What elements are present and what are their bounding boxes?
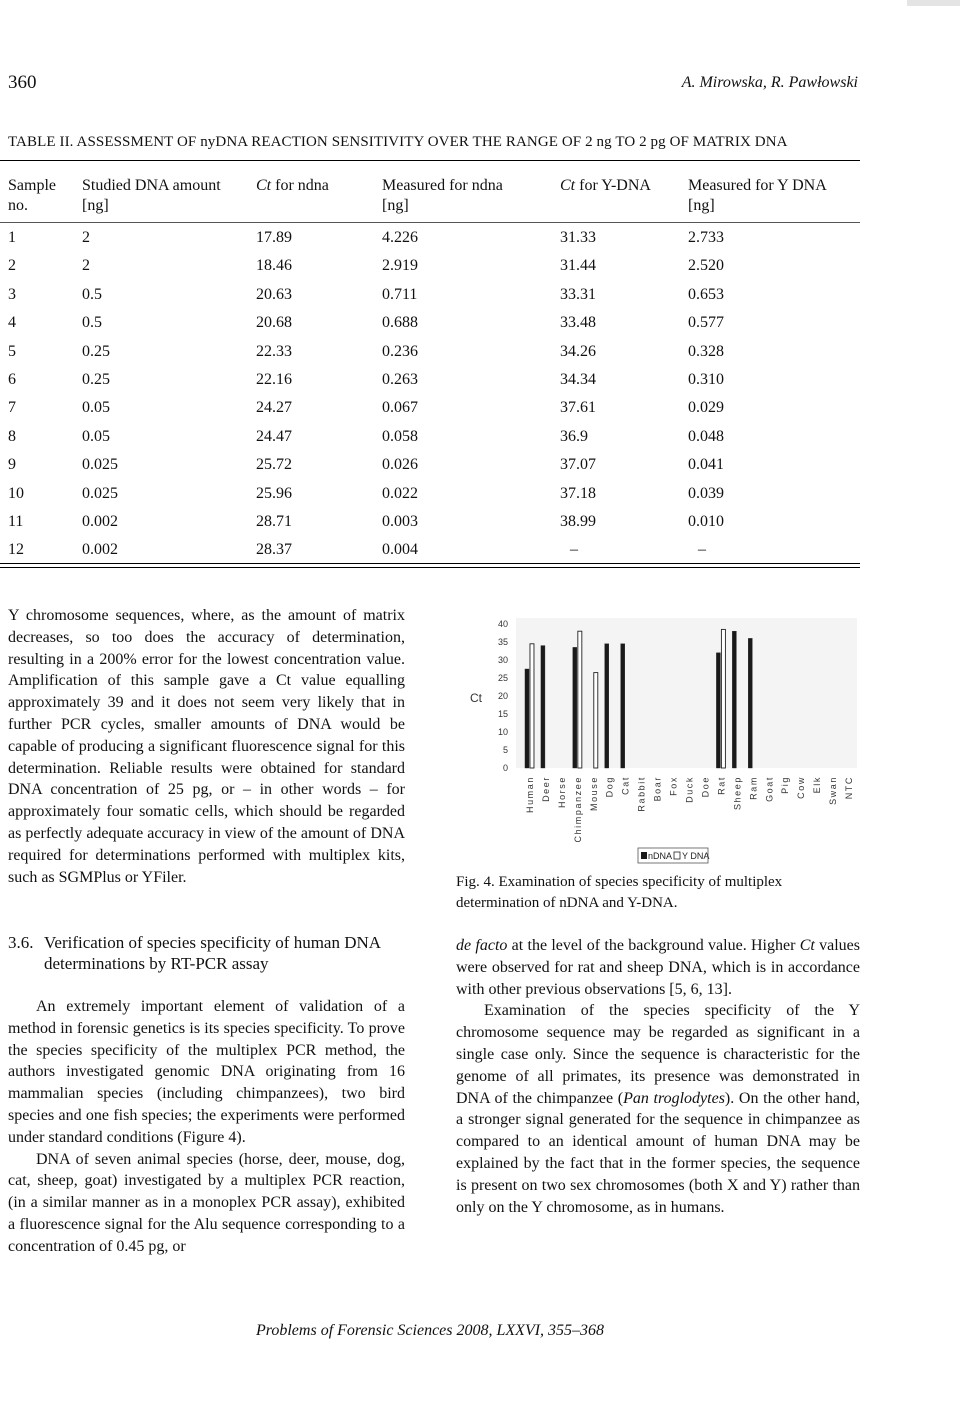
table-cell: 0.25 xyxy=(82,342,110,360)
y-tick-label: 35 xyxy=(497,637,508,647)
section-title: Verification of species specificity of human DNA determinations by RT-PCR assay xyxy=(44,933,381,973)
table-cell: 9 xyxy=(8,456,16,474)
table-cell: 7 xyxy=(8,399,16,417)
table-header-cell xyxy=(688,176,827,216)
x-tick-label: Boar xyxy=(652,776,663,802)
italic-phrase: Ct xyxy=(799,937,815,954)
y-tick-label: 40 xyxy=(497,619,508,629)
paragraph-text: Examination of the species specificity of the Y chromosome sequence may be regarded as significant in a single case only. Since the sequence is characteristic for the genome of all primates, its presence was demonstrated in DNA of the chimpanzee ( xyxy=(456,1002,860,1107)
table-cell: 18.46 xyxy=(256,257,292,275)
paragraph-text: values were observed for rat and sheep DNA, which is in accordance with other previous observations [5, 6, 13]. xyxy=(456,937,861,998)
y-tick-label: 5 xyxy=(502,745,508,755)
figure-caption: Fig. 4. Examination of species specificity of multiplex determination of nDNA and Y-DNA. xyxy=(456,874,783,911)
table-bottom-rule-2 xyxy=(0,567,860,568)
legend-label-ndna: nDNA xyxy=(648,851,673,861)
x-tick-label: Goat xyxy=(764,776,775,802)
x-tick-label: Dog xyxy=(604,776,615,798)
table-cell: 20.68 xyxy=(256,314,292,332)
paragraph-text: at the level of the background value. Higher xyxy=(507,937,800,954)
table-cell: 0.711 xyxy=(382,285,418,303)
table-header-line: Sample xyxy=(8,177,56,194)
table-cell: 24.27 xyxy=(256,399,292,417)
table-header-line: no. xyxy=(8,197,28,214)
table-cell: 28.37 xyxy=(256,541,292,559)
table-cell: 0.25 xyxy=(82,371,110,388)
right-paragraph-1 xyxy=(456,935,860,1000)
x-tick-label: NTC xyxy=(844,776,855,800)
bar-y-dna xyxy=(530,644,534,768)
table-header-rule xyxy=(0,222,860,223)
table-cell: 25.96 xyxy=(256,484,292,502)
table-header-line: [ng] xyxy=(82,197,109,214)
table-header-line: Measured for ndna xyxy=(382,177,503,194)
x-tick-label: Fox xyxy=(668,776,679,796)
table-cell: 0.328 xyxy=(688,342,724,360)
left-paragraph-1 xyxy=(8,605,405,888)
table-cell: 0.577 xyxy=(688,314,724,332)
legend-label-ydna: Y DNA xyxy=(682,851,710,861)
table-cell: 25.72 xyxy=(256,456,292,474)
y-tick-label: 20 xyxy=(497,691,508,701)
x-tick-label: Rabbit xyxy=(636,776,647,812)
table-cell: 31.33 xyxy=(560,229,596,246)
italic-phrase: Pan troglodytes xyxy=(623,1089,725,1107)
paragraph-text: DNA of seven animal species (horse, deer, mouse, dog, cat, sheep, goat) investigated by a multiplex PCR reaction, (in a similar manner as in a monoplex PCR assay), exhibited a fluorescence signal for the Alu sequence corresponding to a concentration of 0.45 pg, or xyxy=(8,1150,405,1255)
legend-swatch-ydna xyxy=(674,852,680,859)
paragraph-text: An extremely important element of validation of a method in forensic genetics is its species specificity. To prove the species specificity of the multiplex PCR method, the authors investigated genomic DNA originating from 16 mammalian species (including chimpanzees), two bird species and one fish species; the experiments were performed under standard conditions (Figure 4). xyxy=(8,998,405,1146)
table-cell: 37.61 xyxy=(560,399,596,417)
table-header-line: Studied DNA amount xyxy=(82,177,221,194)
table-cell: 36.9 xyxy=(560,427,588,445)
y-tick-label: 30 xyxy=(497,655,508,665)
bar-ndna xyxy=(732,631,736,768)
x-tick-label: Elk xyxy=(812,776,823,794)
bar-ndna xyxy=(605,644,609,768)
table-header-line: Ct for Y-DNA xyxy=(560,177,651,194)
table-cell: 2 xyxy=(82,229,90,246)
table-header-line: [ng] xyxy=(382,197,409,214)
x-tick-label: Cat xyxy=(620,776,631,795)
legend-swatch-ndna xyxy=(641,852,647,859)
table-cell: 24.47 xyxy=(256,427,292,445)
y-tick-label: 0 xyxy=(502,763,508,773)
table-cell: 0.263 xyxy=(382,371,418,388)
section-heading xyxy=(8,932,405,974)
species-specificity-chart xyxy=(452,610,862,870)
y-tick-label: 10 xyxy=(497,727,508,737)
table-header-cell xyxy=(8,176,56,216)
left-paragraph-2 xyxy=(8,996,405,1258)
table-cell: 0.05 xyxy=(82,399,110,417)
table-cell: 33.48 xyxy=(560,314,596,332)
table-cell: 0.5 xyxy=(82,285,102,303)
table-cell: 0.688 xyxy=(382,314,418,332)
table-cell: 10 xyxy=(8,484,24,502)
table-cell: 0.029 xyxy=(688,399,724,417)
table-cell: 0.05 xyxy=(82,427,110,445)
table-cell: 5 xyxy=(8,342,16,360)
table-title: TABLE II. ASSESSMENT OF nyDNA REACTION SENSITIVITY OVER THE RANGE OF 2 ng TO 2 pg OF MATRIX DNA xyxy=(8,134,788,150)
table-cell: 22.16 xyxy=(256,371,292,388)
table-cell: 20.63 xyxy=(256,285,292,303)
table-cell: 0.002 xyxy=(82,513,118,530)
table-cell: 37.07 xyxy=(560,456,596,474)
table-cell: – xyxy=(570,541,578,559)
table-cell: 2.919 xyxy=(382,257,418,275)
x-tick-label: Chimpanzee xyxy=(572,776,583,843)
right-paragraph-2 xyxy=(456,1000,860,1218)
x-tick-label: Cow xyxy=(796,776,807,799)
x-tick-label: Pig xyxy=(780,776,791,794)
x-tick-label: Duck xyxy=(684,776,695,803)
x-tick-label: Sheep xyxy=(732,776,743,811)
table-cell: 0.003 xyxy=(382,513,418,530)
y-axis-label: Ct xyxy=(470,691,482,705)
table-cell: 0.058 xyxy=(382,427,418,445)
table-header-line: Ct for ndna xyxy=(256,177,329,194)
bar-ndna xyxy=(525,669,529,768)
table-cell: 0.039 xyxy=(688,484,724,502)
x-tick-label: Horse xyxy=(556,776,567,809)
bar-ndna xyxy=(621,644,625,768)
table-top-rule xyxy=(0,160,860,161)
bar-ndna xyxy=(541,646,545,768)
x-tick-label: Rat xyxy=(716,776,727,795)
table-cell: 2.520 xyxy=(688,257,724,275)
table-cell: 0.236 xyxy=(382,342,418,360)
section-number: 3.6. xyxy=(8,933,34,952)
table-cell: 34.34 xyxy=(560,371,596,388)
table-cell: 37.18 xyxy=(560,484,596,502)
paragraph-text: Y chromosome sequences, where, as the amount of matrix decreases, so too does the accuracy of determination, resulting in a 200% error for the lowest concentration value. Amplification of this sample gave a Ct value equalling approximately 39 and it does not seem very likely that in further PCR cycles, smaller amounts of DNA would be capable of producing a significant fluorescence signal for this determination. Reliable results were obtained for standard DNA concentration of 25 pg, or – in other words – for approximately four somatic cells, which should be regarded as perfectly adequate accuracy in view of the amount of DNA required for determinations performed with multiplex kits, such as SGMPlus or YFiler. xyxy=(8,607,405,886)
plot-area xyxy=(516,618,857,768)
table-cell: 31.44 xyxy=(560,257,596,275)
running-head-authors: A. Mirowska, R. Pawłowski xyxy=(681,74,858,91)
table-cell: 0.022 xyxy=(382,484,418,502)
table-bottom-rule xyxy=(0,563,860,564)
table-cell: 33.31 xyxy=(560,285,596,303)
table-cell: 0.310 xyxy=(688,371,724,388)
bar-y-dna xyxy=(721,629,725,768)
bar-ndna xyxy=(748,638,752,768)
table-cell: 22.33 xyxy=(256,342,292,360)
table-header-cell xyxy=(560,176,651,196)
x-tick-label: Doe xyxy=(700,776,711,798)
table-cell: 17.89 xyxy=(256,229,292,246)
table-cell: 1 xyxy=(8,229,16,246)
x-tick-label: Deer xyxy=(540,776,551,802)
table-cell: 0.041 xyxy=(688,456,724,474)
table-header-line: [ng] xyxy=(688,197,715,214)
table-cell: 4.226 xyxy=(382,229,418,246)
y-tick-label: 15 xyxy=(497,709,508,719)
table-cell: 34.26 xyxy=(560,342,596,360)
paragraph-text: ). On the other hand, a stronger signal generated for the sequence in chimpanzee as compared to an identical amount of human DNA may be explained by the fact that in the former species, the sequence is present on two sex chromosomes (both X and Y) rather than only on the Y chromosome, as in humans. xyxy=(456,1089,861,1216)
table-header-cell xyxy=(82,176,221,216)
x-tick-label: Human xyxy=(524,776,535,814)
table-cell: 0.025 xyxy=(82,484,118,502)
table-cell: 0.5 xyxy=(82,314,102,332)
bar-y-dna xyxy=(594,673,598,768)
y-tick-label: 25 xyxy=(497,673,508,683)
x-tick-label: Mouse xyxy=(588,776,599,812)
table-header-cell xyxy=(382,176,503,216)
corner-mark xyxy=(907,0,960,6)
bar-y-dna xyxy=(578,631,582,768)
table-cell: 6 xyxy=(8,371,16,388)
page-footer: Problems of Forensic Sciences 2008, LXXVI, 355–368 xyxy=(255,1322,605,1339)
table-cell: 0.025 xyxy=(82,456,118,474)
table-cell: 4 xyxy=(8,314,16,332)
table-cell: 8 xyxy=(8,427,16,445)
x-tick-label: Swan xyxy=(828,776,839,805)
table-cell: 0.653 xyxy=(688,285,724,303)
table-cell: 0.004 xyxy=(382,541,418,559)
italic-phrase: de facto xyxy=(456,937,508,954)
table-cell: 11 xyxy=(8,513,24,530)
table-header-line: Measured for Y DNA xyxy=(688,177,827,194)
table-cell: 0.002 xyxy=(82,541,118,559)
table-cell: 2 xyxy=(8,257,16,275)
table-cell: 0.067 xyxy=(382,399,418,417)
table-cell: 2 xyxy=(82,257,90,275)
table-cell: 3 xyxy=(8,285,16,303)
table-cell: 0.026 xyxy=(382,456,418,474)
bar-ndna xyxy=(716,653,720,768)
bar-ndna xyxy=(573,647,577,768)
table-cell: 2.733 xyxy=(688,229,724,246)
table-cell: – xyxy=(698,541,706,559)
table-cell: 0.048 xyxy=(688,427,724,445)
table-cell: 0.010 xyxy=(688,513,724,530)
table-cell: 28.71 xyxy=(256,513,292,530)
table-cell: 38.99 xyxy=(560,513,596,530)
right-column-text xyxy=(456,935,860,1218)
table-header-cell xyxy=(256,176,329,196)
x-tick-label: Ram xyxy=(748,776,759,800)
page-number: 360 xyxy=(8,72,37,93)
table-cell: 12 xyxy=(8,541,24,559)
chart-svg xyxy=(452,610,862,870)
